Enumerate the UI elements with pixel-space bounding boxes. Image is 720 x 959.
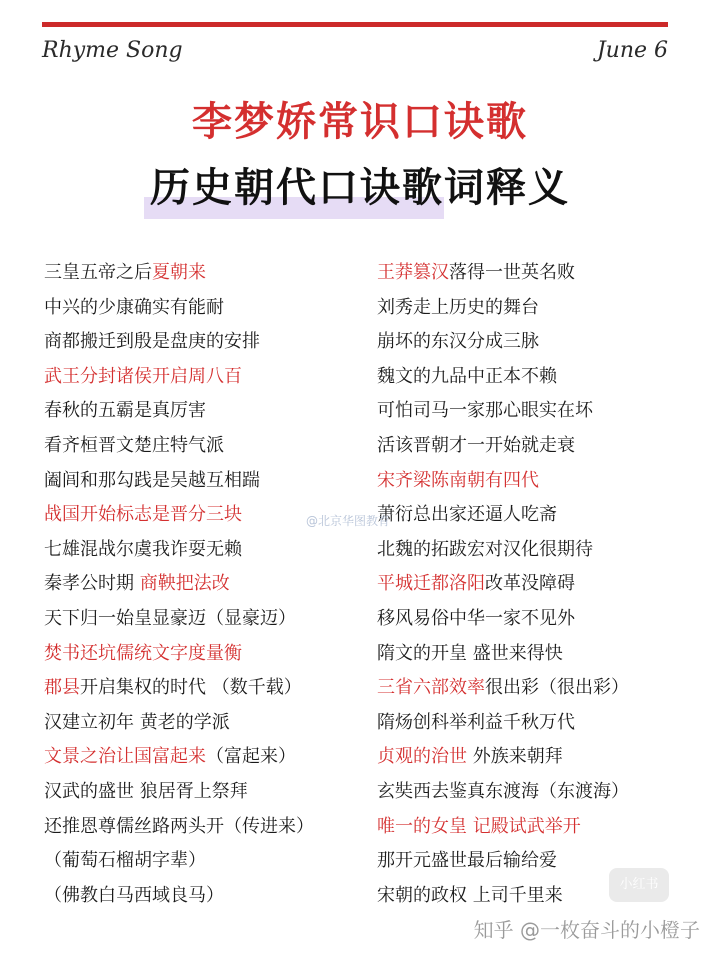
lyric-text: 宋朝的政权 上司千里来: [377, 884, 563, 906]
lyric-highlight: 宋齐梁陈南朝有四代: [377, 469, 539, 491]
lyric-text: （富起来）: [206, 746, 296, 768]
lyric-line: [44, 360, 374, 395]
lyric-text: 七雄混战尔虞我诈耍无赖: [44, 538, 242, 560]
lyric-line: [377, 394, 707, 429]
lyric-text: 刘秀走上历史的舞台: [377, 296, 539, 318]
lyric-text: 看齐桓晋文楚庄特气派: [44, 434, 224, 456]
lyric-line: [377, 567, 707, 602]
lyric-highlight: 焚书还坑儒统文字度量衡: [44, 642, 242, 664]
lyric-line: [377, 810, 707, 845]
credit-text: 知乎 @一枚奋斗的小橙子: [473, 918, 700, 942]
lyric-text: 落得一世英名败: [449, 262, 575, 283]
lyric-line: [377, 325, 707, 360]
xiaohongshu-badge: 小红书: [609, 868, 669, 902]
lyric-text: 商都搬迁到殷是盘庚的安排: [44, 331, 260, 353]
lyric-line: [44, 394, 374, 429]
lyric-text: 崩坏的东汉分成三脉: [377, 331, 539, 353]
lyric-text: 那开元盛世最后输给爱: [377, 850, 557, 872]
lyric-line: [377, 498, 707, 533]
lyric-line: [377, 464, 707, 499]
header-date: June 6: [596, 38, 668, 63]
lyric-text: 阖闾和那勾践是吴越互相踹: [44, 469, 260, 491]
lyric-highlight: 王莽篡汉: [377, 262, 449, 283]
lyric-line: [377, 740, 707, 775]
lyric-text: 秦孝公时期: [44, 573, 140, 595]
lyric-line: [377, 671, 707, 706]
lyric-text: 萧衍总出家还逼人吃斋: [377, 504, 557, 526]
lyric-text: 中兴的少康确实有能耐: [44, 296, 224, 318]
lyric-line: [377, 637, 707, 672]
lyric-line: [44, 810, 374, 845]
lyric-highlight: 唯一的女皇 记殿试武举开: [377, 815, 581, 837]
lyric-line: [44, 602, 374, 637]
lyric-line: [44, 533, 374, 568]
subtitle-wrap: [0, 156, 720, 213]
lyric-highlight: 战国开始标志是晋分三块: [44, 504, 242, 526]
lyric-line: [44, 740, 374, 775]
lyric-line: [44, 879, 374, 914]
lyric-line: [44, 567, 374, 602]
header-left-text: Rhyme Song: [42, 38, 183, 63]
lyric-line: [44, 775, 374, 810]
lyric-highlight: 商鞅把法改: [139, 573, 230, 595]
lyric-line: [44, 291, 374, 326]
lyric-text: 北魏的拓跋宏对汉化很期待: [377, 538, 593, 560]
lyric-highlight: 贞观的治世: [377, 746, 467, 768]
lyric-text: （佛教白马西域良马）: [44, 884, 224, 906]
lyric-line: [377, 533, 707, 568]
lyric-highlight: 文景之治让国富起来: [44, 746, 206, 768]
lyric-text: 天下归一始皇显豪迈（显豪迈）: [44, 607, 296, 629]
lyric-highlight: 郡县: [44, 677, 80, 699]
lyric-highlight: 平城迁都洛阳: [377, 573, 485, 595]
lyric-line: [377, 706, 707, 741]
lyric-line: [377, 256, 707, 291]
lyric-text: 移风易俗中华一家不见外: [377, 607, 575, 629]
watermark-text: @北京华图教育: [306, 514, 391, 528]
lyric-text: 隋炀创科举利益千秋万代: [377, 711, 575, 733]
lyric-line: [44, 671, 374, 706]
lyric-line: [377, 429, 707, 464]
page-title: 李梦娇常识口诀歌: [192, 99, 528, 145]
lyric-text: 玄奘西去鉴真东渡海（东渡海）: [377, 780, 629, 802]
lyric-text: 活该晋朝才一开始就走衰: [377, 434, 575, 456]
lyric-text: 隋文的开皇 盛世来得快: [377, 642, 563, 664]
page-subtitle-text: 历史朝代口诀歌词释义: [150, 165, 570, 211]
lyric-line: [377, 291, 707, 326]
lyric-line: [44, 325, 374, 360]
left-lyrics-column: [44, 256, 374, 913]
lyric-text: 汉武的盛世 狼居胥上祭拜: [44, 780, 248, 802]
top-rule: [42, 22, 668, 27]
lyric-line: [44, 256, 374, 291]
page-subtitle: [150, 156, 570, 213]
lyric-line: [377, 775, 707, 810]
lyric-text: 改革没障碍: [485, 573, 575, 595]
lyric-text: （葡萄石榴胡字辈）: [44, 850, 206, 872]
lyric-text: 春秋的五霸是真厉害: [44, 400, 206, 422]
lyric-text: 开启集权的时代 （数千载）: [80, 677, 302, 699]
lyric-text: 汉建立初年 黄老的学派: [44, 711, 230, 733]
lyric-highlight: 三省六部效率: [377, 677, 485, 699]
lyric-text: 可怕司马一家那心眼实在坏: [377, 400, 593, 422]
lyric-line: [44, 637, 374, 672]
lyric-text: 很出彩（很出彩）: [485, 677, 629, 699]
lyric-highlight: 夏朝来: [152, 262, 206, 283]
lyric-line: [44, 464, 374, 499]
lyric-line: [377, 602, 707, 637]
lyric-highlight: 武王分封诸侯开启周八百: [44, 365, 242, 387]
lyric-line: [44, 429, 374, 464]
lyric-text: 魏文的九品中正本不赖: [377, 365, 557, 387]
right-lyrics-column: [377, 256, 707, 913]
lyric-text: 外族来朝拜: [467, 746, 563, 768]
lyric-line: [377, 360, 707, 395]
lyric-line: [44, 844, 374, 879]
lyric-text: 还推恩尊儒丝路两头开（传进来）: [44, 815, 314, 837]
lyric-line: [44, 706, 374, 741]
lyric-text: 三皇五帝之后: [44, 262, 152, 283]
